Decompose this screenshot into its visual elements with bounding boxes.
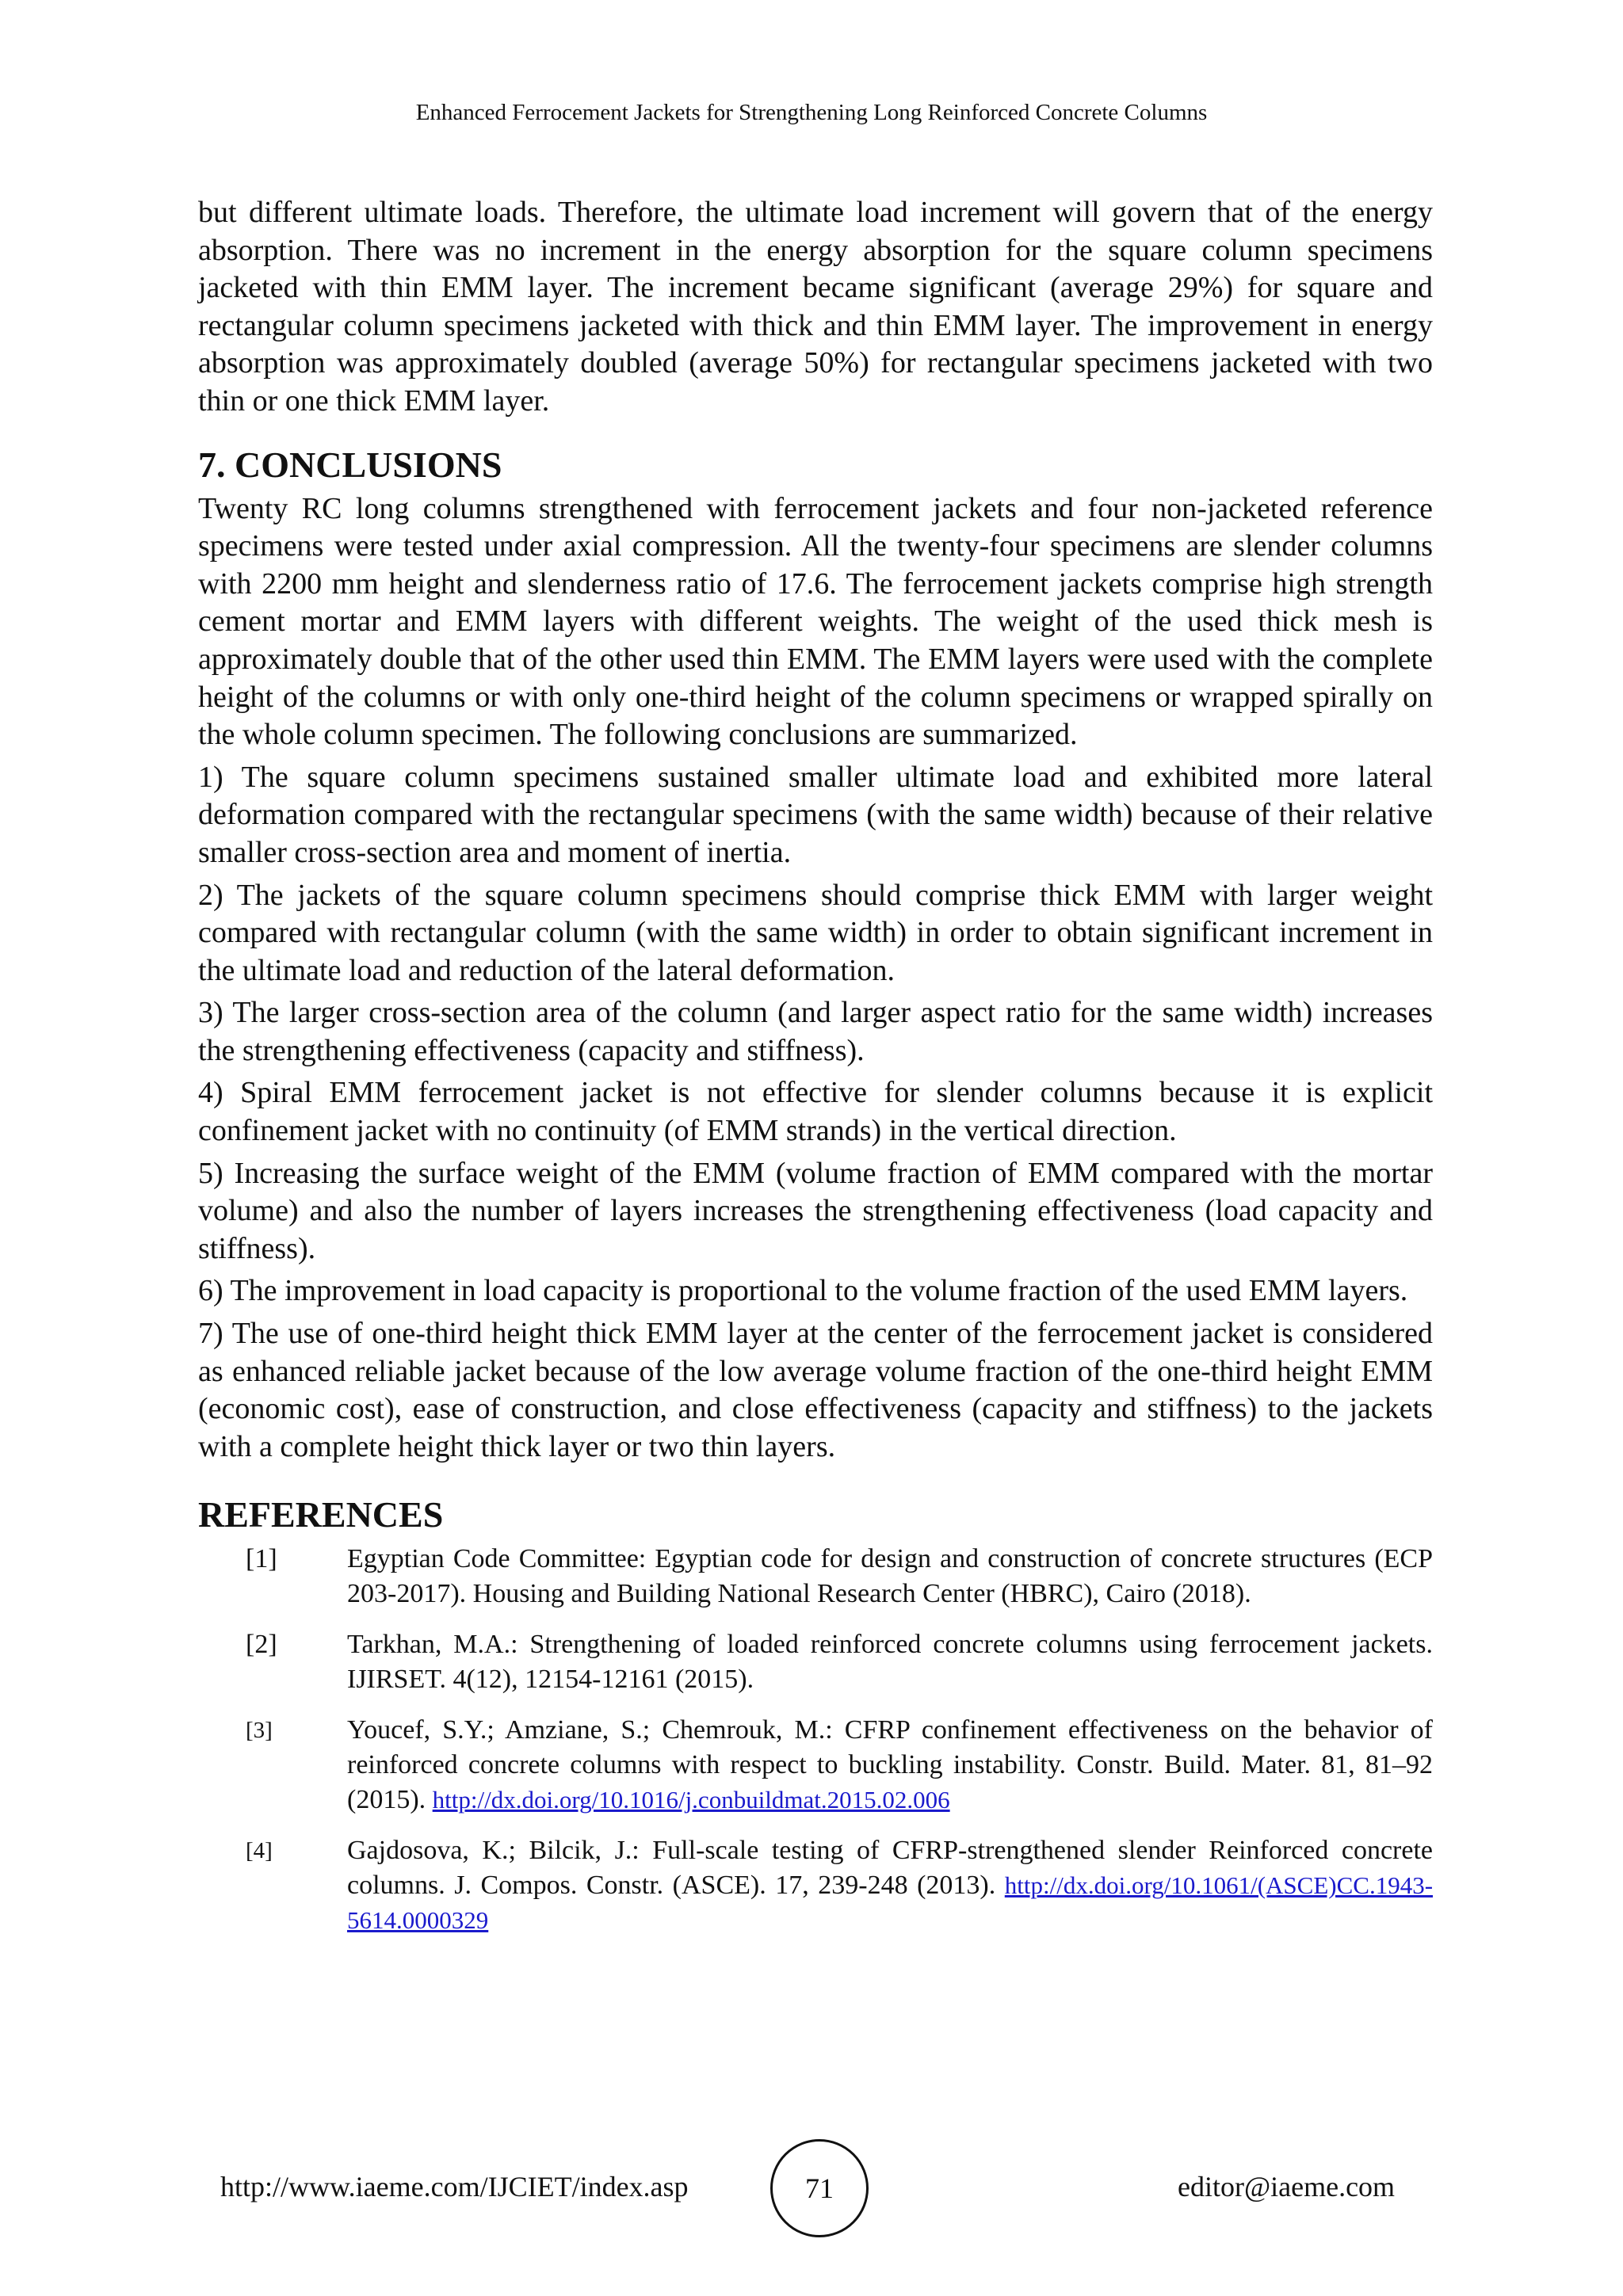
conclusions-lead: Twenty RC long columns strengthened with ferrocement jackets and four non-jacketed reference specimens were tested under axial compression. All the twenty-four specimens are slender columns with 2200 mm height and slenderness ratio of 17.6. The ferrocement jackets comprise high strength cement mortar and EMM layers with different weights. The weight of the used thick mesh is approximately double that of the other used thin EMM. The EMM layers were used with the complete height of the columns or with only one-third height of the column specimens or wrapped spirally on the whole column specimen. The following conclusions are summarized. — [198, 491, 1433, 752]
reference-number: [3] — [246, 1718, 273, 1744]
conclusion-item: 2) The jackets of the square column specimens should comprise thick EMM with larger weight compared with rectangular column (with the same width) in order to obtain significant increment in the ultimate load and reduction of the lateral deformation. — [198, 878, 1433, 987]
conclusion-item: 6) The improvement in load capacity is proportional to the volume fraction of the used EMM layers. — [198, 1274, 1408, 1308]
footer-email: editor@iaeme.com — [1178, 2171, 1396, 2203]
references-heading: REFERENCES — [198, 1494, 444, 1535]
reference-item — [198, 1713, 1433, 1817]
conclusions-heading: 7. CONCLUSIONS — [198, 444, 502, 485]
reference-item — [198, 1833, 1433, 1938]
reference-text — [347, 1713, 1433, 1817]
reference-text — [347, 1833, 1433, 1938]
conclusion-item: 7) The use of one-third height thick EMM layer at the center of the ferrocement jacket is considered as enhanced reliable jacket because of the low average volume fraction of the one-third height EMM (economic cost), ease of construction, and close effectiveness (capacity and stiffness) to the jackets with a complete height thick layer or two thin layers. — [198, 1317, 1433, 1463]
conclusion-item: 3) The larger cross-section area of the column (and larger aspect ratio for the same width) increases the strengthening effectiveness (capacity and stiffness). — [198, 996, 1433, 1067]
reference-citation: Youcef, S.Y.; Amziane, S.; Chemrouk, M.: CFRP confinement effectiveness on the behavior of reinforced concrete columns with respect to buckling instability. Constr. Build. Mater. 81, 81–92 (2015). — [347, 1715, 1433, 1815]
reference-citation: Gajdosova, K.; Bilcik, J.: Full-scale testing of CFRP-strengthened slender Reinforced concrete columns. J. Compos. Constr. (ASCE). 17, 239-248 (2013). — [347, 1836, 1433, 1901]
page-content — [198, 194, 1433, 1954]
reference-number: [1] — [246, 1544, 277, 1574]
reference-citation: Tarkhan, M.A.: Strengthening of loaded reinforced concrete columns using ferrocement jackets. IJIRSET. 4(12), 12154-12161 (2015). — [347, 1630, 1433, 1695]
conclusion-item: 5) Increasing the surface weight of the EMM (volume fraction of EMM compared with the mortar volume) and also the number of layers increases the strengthening effectiveness (load capacity and stiffness). — [198, 1156, 1433, 1265]
reference-number: [4] — [246, 1838, 273, 1864]
footer-url: http://www.iaeme.com/IJCIET/index.asp — [220, 2171, 689, 2203]
reference-number: [2] — [246, 1630, 277, 1660]
reference-citation: Egyptian Code Committee: Egyptian code for design and construction of concrete structures (ECP 203-2017). Housing and Building National Research Center (HBRC), Cairo (2018). — [347, 1544, 1433, 1609]
page-number: 71 — [805, 2172, 834, 2204]
running-header: Enhanced Ferrocement Jackets for Strengthening Long Reinforced Concrete Columns — [415, 100, 1208, 125]
reference-item — [198, 1627, 1433, 1697]
page-number-badge — [770, 2139, 869, 2237]
conclusion-item: 1) The square column specimens sustained smaller ultimate load and exhibited more lateral deformation compared with the rectangular specimens (with the same width) because of their relative smaller cross-section area and moment of inertia. — [198, 760, 1433, 869]
conclusion-item: 4) Spiral EMM ferrocement jacket is not effective for slender columns because it is explicit confinement jacket with no continuity (of EMM strands) in the vertical direction. — [198, 1076, 1433, 1148]
page-footer — [0, 2139, 1623, 2242]
intro-paragraph: but different ultimate loads. Therefore, the ultimate load increment will govern that of the energy absorption. There was no increment in the energy absorption for the square column specimens jacketed with thin EMM layer. The increment became significant (average 29%) for square and rectangular column specimens jacketed with thick and thin EMM layer. The improvement in energy absorption was approximately doubled (average 50%) for rectangular specimens jacketed with two thin or one thick EMM layer. — [198, 196, 1433, 418]
reference-text — [347, 1627, 1433, 1697]
reference-item — [198, 1542, 1433, 1611]
reference-list — [198, 1542, 1433, 1938]
reference-doi-link[interactable]: http://dx.doi.org/10.1061/(ASCE)CC.1943-5614.0000329 — [347, 1871, 1434, 1935]
reference-doi-link[interactable]: http://dx.doi.org/10.1016/j.conbuildmat.2015.02.006 — [432, 1786, 950, 1814]
reference-text — [347, 1542, 1433, 1611]
